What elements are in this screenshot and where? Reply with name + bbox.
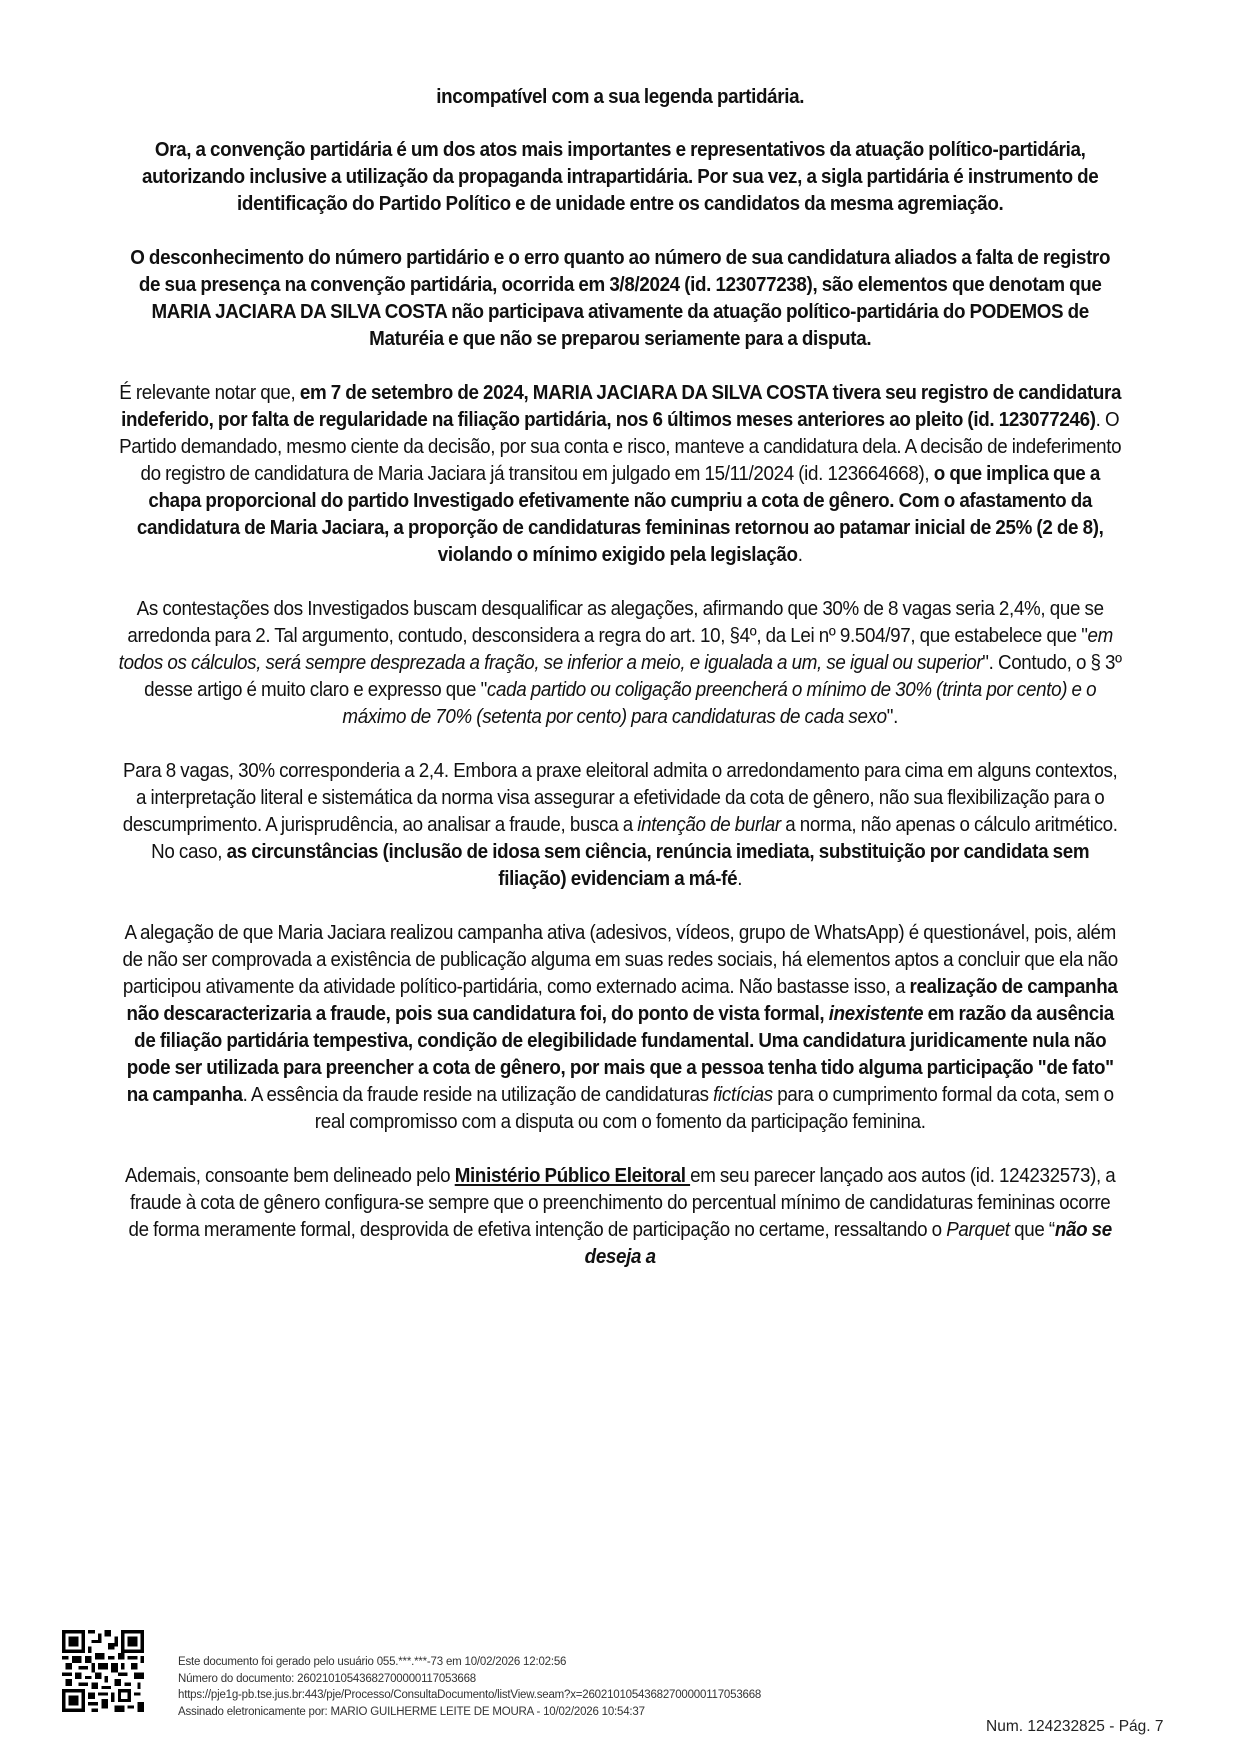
text-italic-quote: cada partido ou coligação preencherá o mínimo de 30% (trinta por cento) e o máximo de 70% (setenta por cento) para candidaturas de cada sexo	[342, 679, 1097, 728]
text-italic: fictícias	[713, 1084, 773, 1106]
footer-signed-by: Assinado eletronicamente por: MARIO GUILHERME LEITE DE MOURA - 10/02/2026 10:54:37	[178, 1705, 645, 1718]
paragraph-1	[118, 137, 1122, 218]
text: .	[737, 868, 743, 890]
text-bold: em razão da ausência de filiação partidária tempestiva, condição de elegibilidade fundamental. Uma candidatura juridicamente nula não pode ser utilizada para preencher a cota de gênero, por mais que a pessoa tenha tido alguma participação "de fato" na campanha	[126, 1003, 1114, 1106]
text-bold-underlined: Ministério Público Eleitoral	[454, 1165, 691, 1187]
text-italic-quote: em todos os cálculos, será sempre desprezada a fração, se inferior a meio, e igualada a um, se igual ou superior	[118, 625, 1113, 674]
footer-generated-by: Este documento foi gerado pelo usuário 055.***.***-73 em 10/02/2026 12:02:56	[178, 1656, 567, 1668]
text-bold: realização de campanha não descaracterizaria a fraude, pois sua candidatura foi, do ponto de vista formal,	[126, 976, 1118, 1025]
text: É relevante notar que,	[119, 382, 300, 404]
text: ".	[886, 706, 898, 728]
text: .	[797, 544, 803, 566]
text-italic: intenção de burlar	[637, 814, 781, 836]
paragraph-4	[118, 596, 1122, 731]
text: As contestações dos Investigados buscam desqualificar as alegações, afirmando que 30% de 8 vagas seria 2,4%, que se arredonda para 2. Tal argumento, contudo, desconsidera a regra do art. 10, §4º, da Lei nº 9.504/97, que estabelece que "	[127, 598, 1104, 647]
paragraph-5	[118, 758, 1122, 893]
text: a norma, não apenas o cálculo aritmético. No caso,	[151, 814, 1118, 863]
paragraph-6	[118, 920, 1122, 1136]
text: em seu parecer lançado aos autos (id. 124232573), a fraude à cota de gênero configura-se sempre que o preenchimento do percentual mínimo de candidaturas femininas ocorre de forma meramente formal, desprovida de efetiva intenção de participação no certame, ressaltando o	[128, 1165, 1116, 1241]
paragraph-0	[118, 84, 1122, 111]
paragraph-2	[118, 245, 1122, 353]
text-bold: o que implica que a chapa proporcional do partido Investigado efetivamente não cumpriu a cota de gênero. Com o afastamento da candidatura de Maria Jaciara, a proporção de candidaturas femininas retornou ao patamar inicial de 25% (2 de 8), violando o mínimo exigido pela legislação	[136, 463, 1104, 566]
page-number: Num. 124232825 - Pág. 7	[986, 1718, 1164, 1735]
text-bold-italic: inexistente	[828, 1003, 924, 1025]
paragraph-3	[118, 380, 1122, 569]
text-bold: em 7 de setembro de 2024, MARIA JACIARA DA SILVA COSTA tivera seu registro de candidatura indeferido, por falta de regularidade na filiação partidária, nos 6 últimos meses anteriores ao pleito (id. 123077246)	[121, 382, 1122, 431]
text-bold: as circunstâncias (inclusão de idosa sem ciência, renúncia imediata, substituição por candidata sem filiação) evidenciam a má-fé	[226, 841, 1090, 890]
footer-url[interactable]: https://pje1g-pb.tse.jus.br:443/pje/Processo/ConsultaDocumento/listView.seam?x=26021010543682700000117053668	[178, 1689, 762, 1701]
paragraph-7	[118, 1163, 1122, 1271]
text-italic: Parquet	[946, 1219, 1010, 1241]
text: . A essência da fraude reside na utilização de candidaturas	[242, 1084, 714, 1106]
footer-document-number: Número do documento: 26021010543682700000117053668	[178, 1672, 476, 1685]
signature-footer	[178, 1654, 761, 1720]
text: A alegação de que Maria Jaciara realizou campanha ativa (adesivos, vídeos, grupo de WhatsApp) é questionável, pois, além de não ser comprovada a existência de publicação alguma em suas redes sociais, há elementos aptos a concluir que ela não participou ativamente da atividade político-partidária, como externado acima. Não bastasse isso, a	[122, 922, 1118, 998]
text: que “	[1009, 1219, 1055, 1241]
text: ". Contudo, o § 3º desse artigo é muito claro e expresso que "	[144, 652, 1122, 701]
text: para o cumprimento formal da cota, sem o real compromisso com a disputa ou com o fomento da participação feminina.	[314, 1084, 1114, 1133]
text-bold-italic: não se deseja a	[584, 1219, 1112, 1268]
text-bold: O desconhecimento do número partidário e o erro quanto ao número de sua candidatura aliados a falta de registro de sua presença na convenção partidária, ocorrida em 3/8/2024 (id. 123077238), são elementos que denotam que MARIA JACIARA DA SILVA COSTA não participava ativamente da atuação político-partidária do PODEMOS de Maturéia e que não se preparou seriamente para a disputa.	[130, 247, 1111, 350]
text-bold: Ora, a convenção partidária é um dos atos mais importantes e representativos da atuação político-partidária, autorizando inclusive a utilização da propaganda intrapartidária. Por sua vez, a sigla partidária é instrumento de identificação do Partido Político e de unidade entre os candidatos da mesma agremiação.	[141, 139, 1099, 215]
text: Ademais, consoante bem delineado pelo	[124, 1165, 455, 1187]
document-body	[118, 84, 1122, 1298]
qr-code-icon	[62, 1630, 144, 1712]
text-bold: incompatível com a sua legenda partidária.	[436, 86, 805, 108]
text: . O Partido demandado, mesmo ciente da decisão, por sua conta e risco, manteve a candidatura dela. A decisão de indeferimento do registro de candidatura de Maria Jaciara já transitou em julgado em 15/11/2024 (id. 123664668),	[119, 409, 1122, 485]
text: Para 8 vagas, 30% corresponderia a 2,4. Embora a praxe eleitoral admita o arredondamento para cima em alguns contextos, a interpretação literal e sistemática da norma visa assegurar a efetividade da cota de gênero, não sua flexibilização para o descumprimento. A jurisprudência, ao analisar a fraude, busca a	[122, 760, 1118, 836]
